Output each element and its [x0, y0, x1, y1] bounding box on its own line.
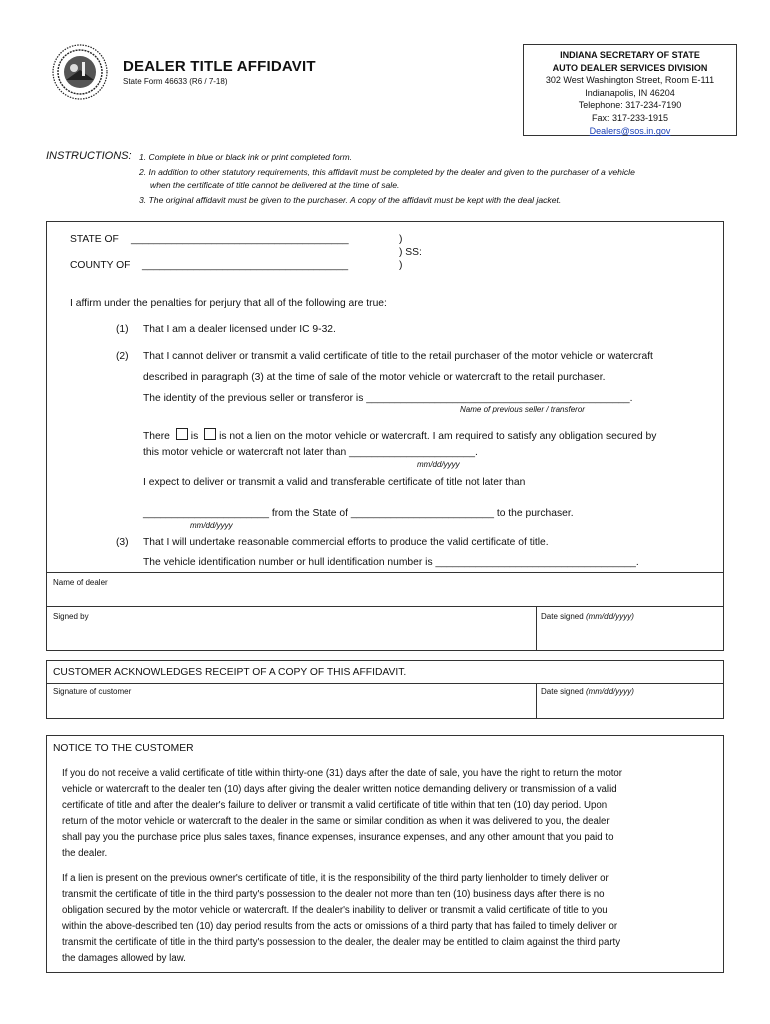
notice-line: If a lien is present on the previous owner's certificate of title, it is the responsibility of the third party lienholder to timely deliver or	[62, 873, 609, 884]
lien-date-caption: mm/dd/yyyy	[417, 460, 460, 469]
date-signed-text: Date signed	[541, 687, 584, 696]
instructions-label: INSTRUCTIONS:	[46, 150, 132, 162]
item-2-number: (2)	[116, 351, 129, 362]
instruction-2-cont: when the certificate of title cannot be delivered at the time of sale.	[150, 180, 400, 190]
date-format-text: (mm/dd/yyyy)	[585, 687, 634, 696]
signed-by-label: Signed by	[53, 612, 89, 621]
item-3-number: (3)	[116, 537, 129, 548]
lien-deadline-field[interactable]: this motor vehicle or watercraft not later than ______________________.	[143, 447, 478, 458]
notice-line: the damages allowed by law.	[62, 952, 186, 964]
is-label: is	[190, 431, 199, 442]
instruction-1: 1. Complete in blue or black ink or print completed form.	[139, 152, 353, 162]
notice-line: within the above-described ten (10) day period results from the acts or omissions of a third party that has failed to timely deliver or	[62, 920, 618, 932]
previous-seller-field[interactable]: The identity of the previous seller or transferor is ______________________________________________.	[143, 393, 633, 404]
item-2-text-line1: That I cannot deliver or transmit a valid certificate of title to the retail purchaser of the motor vehicle or watercraft	[143, 351, 653, 362]
form-number: State Form 46633 (R6 / 7-18)	[123, 77, 228, 86]
is-not-checkbox[interactable]	[204, 428, 216, 440]
notice-line: obligation secured by the motor vehicle or watercraft. If the dealer's inability to deliver or transmit a valid certificate of title to you	[62, 904, 608, 916]
date-format-text: (mm/dd/yyyy)	[585, 612, 634, 621]
state-label: STATE OF	[70, 234, 119, 245]
item-1-text: That I am a dealer licensed under IC 9-32.	[143, 324, 336, 335]
item-2-text-line2: described in paragraph (3) at the time of sale of the motor vehicle or watercraft to the retail purchaser.	[143, 372, 606, 383]
notice-line: certificate of title and after the dealer's failure to deliver or transmit a valid certificate of title within that ten (10) day period. Upon	[62, 799, 608, 811]
divider	[46, 572, 724, 573]
notice-paragraph-2	[62, 871, 722, 966]
customer-ack-heading: CUSTOMER ACKNOWLEDGES RECEIPT OF A COPY OF THIS AFFIDAVIT.	[53, 667, 407, 678]
signed-by-field[interactable]	[46, 624, 535, 650]
notice-line: transmit the certificate of title in the third party's possession to the dealer not more than ten (10) business days after there is no	[62, 888, 605, 900]
county-paren: )	[399, 260, 403, 271]
customer-date-signed-field[interactable]	[537, 698, 723, 718]
vin-field[interactable]: The vehicle identification number or hull identification number is ___________________________________.	[143, 557, 639, 568]
name-of-dealer-field[interactable]	[46, 590, 724, 606]
county-label: COUNTY OF	[70, 260, 131, 271]
customer-signature-field[interactable]	[46, 698, 535, 718]
agency-telephone: Telephone: 317-234-7190	[578, 100, 682, 111]
instruction-3: 3. The original affidavit must be given to the purchaser. A copy of the affidavit must be kept with the deal jacket.	[139, 195, 562, 205]
there-label: There	[143, 431, 170, 442]
agency-division: AUTO DEALER SERVICES DIVISION	[552, 62, 708, 73]
notice-line: return of the motor vehicle or watercraft to the dealer in the same or similar condition as when it was delivered to you, the dealer	[62, 815, 610, 827]
item-3-text: That I will undertake reasonable commercial efforts to produce the valid certificate of title.	[143, 537, 549, 548]
notice-line: transmit the certificate of title in the third party's possession to the dealer, the dealer may be entitled to claim against the third party	[62, 936, 621, 948]
agency-city: Indianapolis, IN 46204	[585, 87, 675, 98]
form-title: DEALER TITLE AFFIDAVIT	[123, 58, 316, 75]
is-not-label: is not a lien on the motor vehicle or watercraft. I am required to satisfy any obligation secured by	[219, 431, 657, 442]
state-seal-icon	[52, 44, 108, 100]
agency-email-link[interactable]: Dealers@sos.in.gov	[589, 125, 671, 136]
divider	[46, 606, 724, 607]
name-of-dealer-label: Name of dealer	[53, 578, 108, 587]
previous-seller-caption: Name of previous seller / transferor	[460, 405, 585, 414]
dealer-date-signed-field[interactable]	[537, 624, 723, 650]
dealer-date-signed-label	[541, 612, 634, 621]
ss-label: ) SS:	[399, 247, 422, 258]
state-paren: )	[399, 234, 403, 245]
notice-line: If you do not receive a valid certificate of title within thirty-one (31) days after the date of sale, you have the right to return the motor	[62, 768, 623, 779]
delivery-date-caption: mm/dd/yyyy	[190, 521, 233, 530]
date-signed-text: Date signed	[541, 612, 584, 621]
county-field[interactable]: ____________________________________	[142, 260, 349, 271]
delivery-date-state-field[interactable]: ______________________ from the State of _________________________ to the purchaser.	[143, 508, 574, 519]
is-checkbox[interactable]	[176, 428, 188, 440]
affirm-statement: I affirm under the penalties for perjury that all of the following are true:	[70, 298, 387, 309]
item-1-number: (1)	[116, 324, 129, 335]
instruction-2: 2. In addition to other statutory requirements, this affidavit must be completed by the dealer and given to the purchaser of a vehicle	[139, 167, 635, 177]
notice-heading: NOTICE TO THE CUSTOMER	[53, 743, 194, 754]
expect-statement: I expect to deliver or transmit a valid and transferable certificate of title not later than	[143, 477, 526, 488]
customer-date-signed-label	[541, 687, 634, 696]
lien-statement	[143, 428, 656, 442]
agency-address: 302 West Washington Street, Room E-111	[545, 75, 715, 86]
agency-name: INDIANA SECRETARY OF STATE	[560, 50, 700, 60]
state-field[interactable]: ______________________________________	[131, 234, 349, 245]
customer-signature-label: Signature of customer	[53, 687, 132, 696]
notice-line: shall pay you the purchase price plus sales taxes, finance expenses, insurance expenses, and any other amount that you paid to	[62, 831, 614, 843]
agency-contact-box	[523, 44, 737, 136]
agency-fax: Fax: 317-233-1915	[591, 112, 669, 123]
divider	[46, 683, 724, 684]
notice-line: the dealer.	[62, 847, 108, 859]
notice-line: vehicle or watercraft to the dealer ten (10) days after giving the dealer written notice demanding delivery or transmission of a valid	[62, 783, 617, 795]
notice-paragraph-1	[62, 766, 722, 861]
